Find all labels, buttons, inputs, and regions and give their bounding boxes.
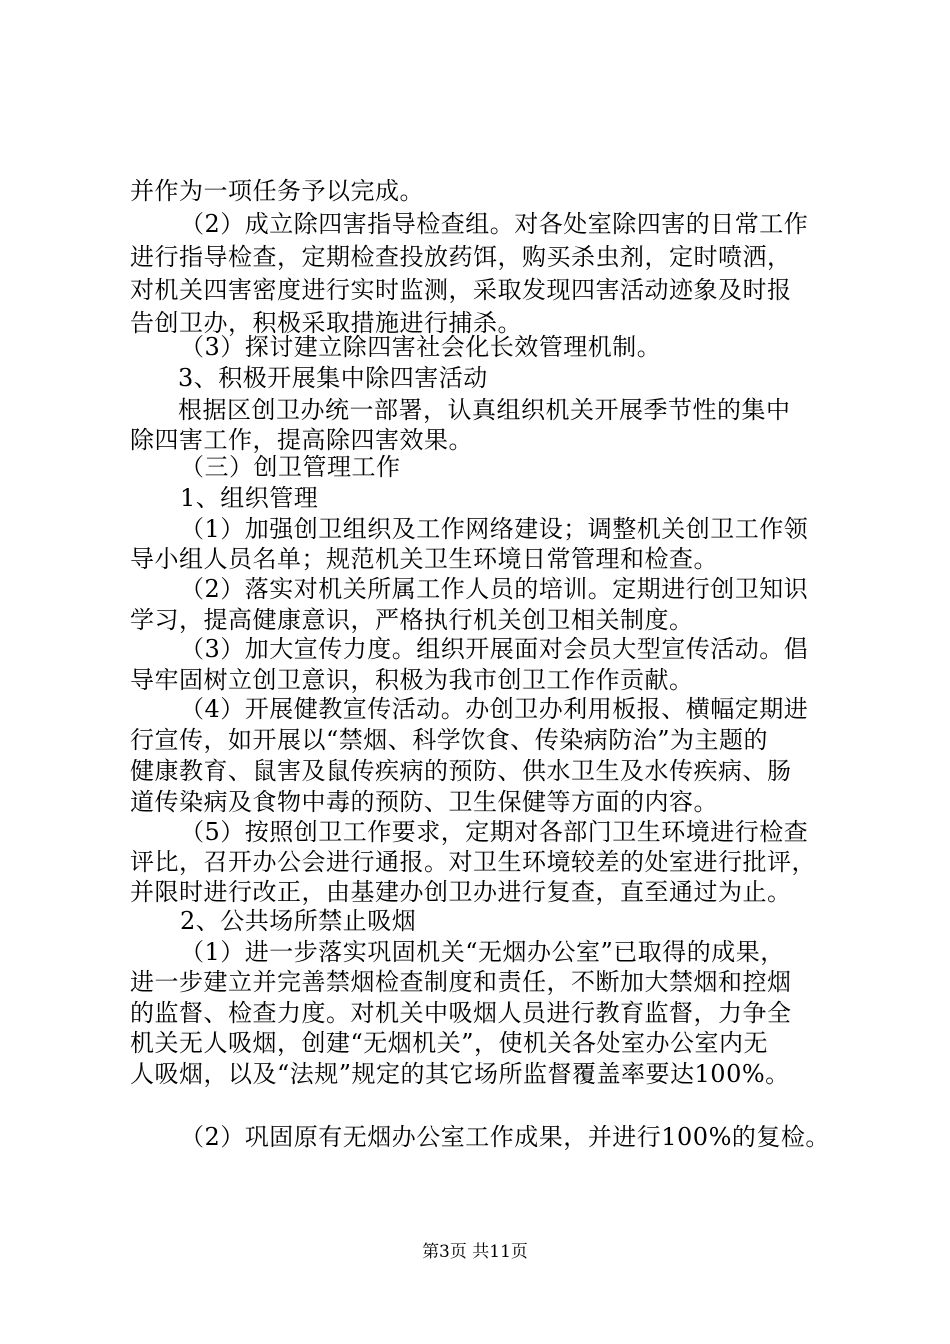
text-line: 对机关四害密度进行实时监测，采取发现四害活动迹象及时报 <box>130 276 792 304</box>
text-line: 机关无人吸烟，创建“无烟机关”，使机关各处室办公室内无 <box>130 1029 769 1057</box>
text-line: 行宣传，如开展以“禁烟、科学饮食、传染病防治”为主题的 <box>130 726 769 754</box>
text-line: （3）探讨建立除四害社会化长效管理机制。 <box>180 333 662 361</box>
text-line: 道传染病及食物中毒的预防、卫生保健等方面的内容。 <box>130 788 718 816</box>
text-line: （3）加大宣传力度。组织开展面对会员大型宣传活动。倡 <box>180 635 809 663</box>
text-line: （5）按照创卫工作要求，定期对各部门卫生环境进行检查 <box>180 818 809 846</box>
text-line: 评比，召开办公会进行通报。对卫生环境较差的处室进行批评， <box>130 848 816 876</box>
text-line: （2）巩固原有无烟办公室工作成果，并进行100%的复检。 <box>180 1123 830 1151</box>
section-heading: 3、积极开展集中除四害活动 <box>178 364 488 392</box>
section-heading: 2、公共场所禁止吸烟 <box>180 907 417 935</box>
text-line: 根据区创卫办统一部署，认真组织机关开展季节性的集中 <box>178 396 791 424</box>
text-line: 并作为一项任务予以完成。 <box>130 177 424 205</box>
text-line: 的监督、检查力度。对机关中吸烟人员进行教育监督，力争全 <box>130 999 792 1027</box>
text-line: 进一步建立并完善禁烟检查制度和责任，不断加大禁烟和控烟 <box>130 968 792 996</box>
text-line: 人吸烟，以及“法规”规定的其它场所监督覆盖率要达100%。 <box>130 1060 790 1088</box>
text-line: （1）进一步落实巩固机关“无烟办公室”已取得的成果， <box>180 938 785 966</box>
text-line: 并限时进行改正，由基建办创卫办进行复查，直至通过为止。 <box>130 878 792 906</box>
section-heading: 1、组织管理 <box>180 484 319 512</box>
text-line: 告创卫办，积极采取措施进行捕杀。 <box>130 309 522 337</box>
text-line: （1）加强创卫组织及工作网络建设；调整机关创卫工作领 <box>180 515 809 543</box>
text-line: 进行指导检查，定期检查投放药饵，购买杀虫剂，定时喷洒， <box>130 243 792 271</box>
text-line: 导小组人员名单；规范机关卫生环境日常管理和检查。 <box>130 545 718 573</box>
section-heading: （三）创卫管理工作 <box>180 453 401 481</box>
text-line: 导牢固树立创卫意识，积极为我市创卫工作作贡献。 <box>130 666 694 694</box>
text-line: （2）成立除四害指导检查组。对各处室除四害的日常工作 <box>180 210 809 238</box>
text-line: （4）开展健教宣传活动。办创卫办利用板报、横幅定期进 <box>180 695 809 723</box>
text-line: 除四害工作，提高除四害效果。 <box>130 426 473 454</box>
text-line: 健康教育、鼠害及鼠传疾病的预防、供水卫生及水传疾病、肠 <box>130 757 792 785</box>
text-line: （2）落实对机关所属工作人员的培训。定期进行创卫知识 <box>180 575 809 603</box>
text-line: 学习，提高健康意识，严格执行机关创卫相关制度。 <box>130 606 694 634</box>
page-number-footer: 第3页 共11页 <box>422 1242 528 1262</box>
